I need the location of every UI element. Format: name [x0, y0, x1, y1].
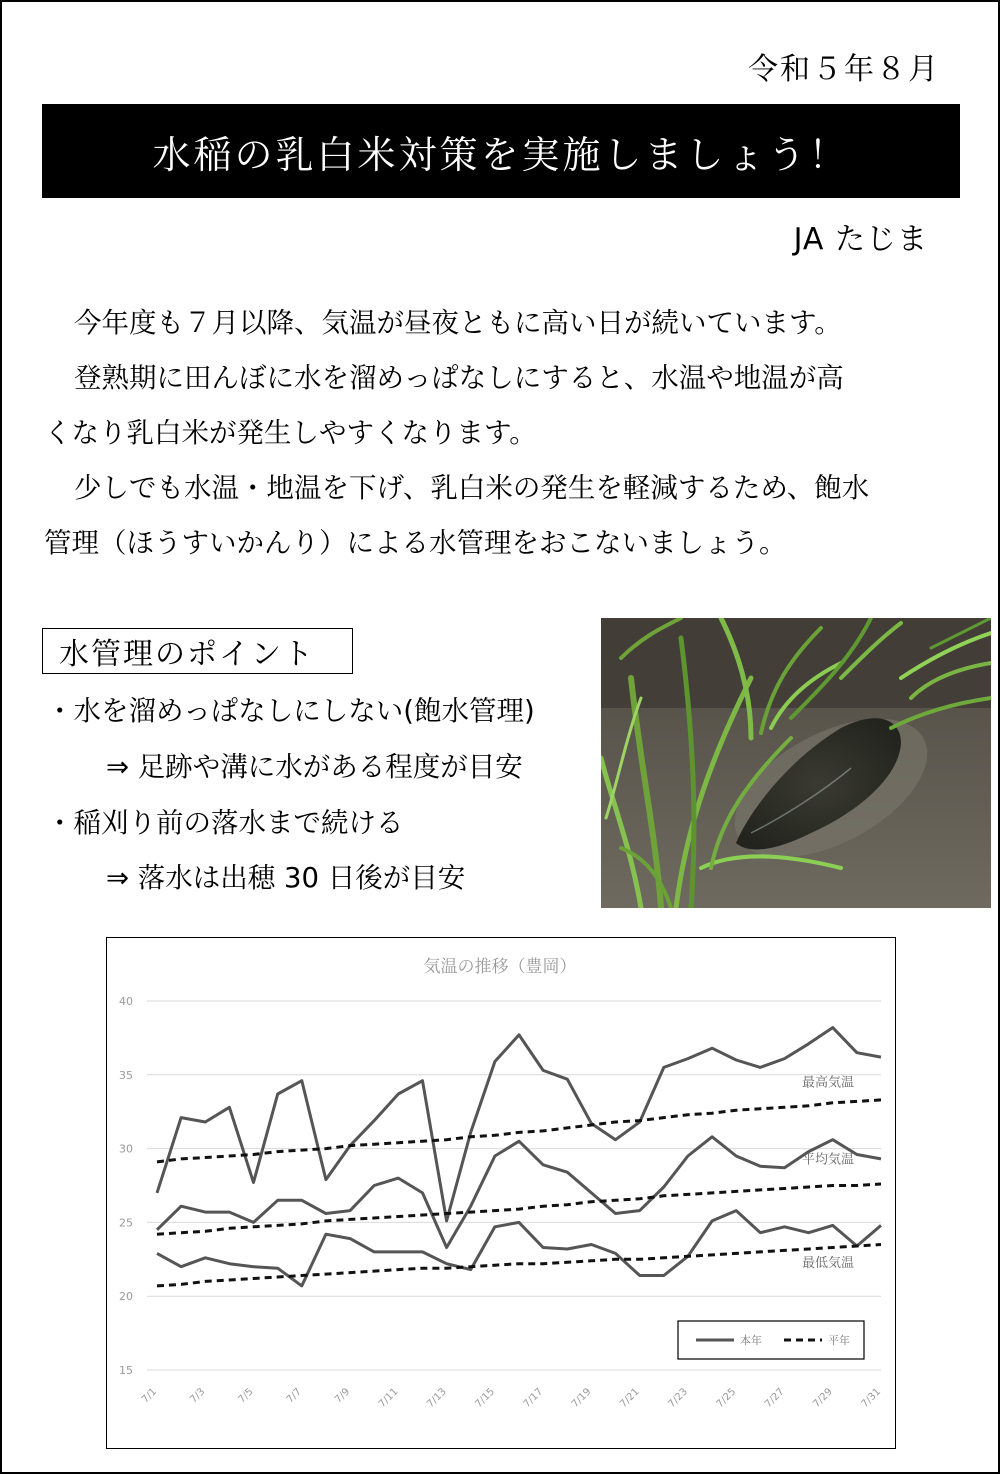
x-tick-label: 7/9: [333, 1386, 353, 1406]
x-tick-label: 7/11: [376, 1386, 401, 1411]
x-tick-label: 7/19: [569, 1386, 594, 1411]
x-tick-label: 7/25: [714, 1386, 739, 1411]
points-heading: 水管理のポイント: [59, 637, 315, 672]
x-tick-label: 7/15: [473, 1386, 497, 1411]
chart-title: 気温の推移（豊岡）: [423, 957, 577, 977]
x-tick-label: 7/1: [139, 1386, 160, 1406]
paddy-photo: [601, 618, 991, 908]
paragraph-1: 今年度も７月以降、気温が昼夜ともに高い日が続いています。: [74, 307, 842, 339]
series-line-最高気温-this-year: [157, 1028, 881, 1221]
series-line-最高気温-normal: [157, 1100, 881, 1162]
x-tick-label: 7/7: [284, 1386, 304, 1406]
issue-date: 令和５年８月: [748, 52, 940, 87]
x-tick-label: 7/31: [859, 1386, 884, 1411]
x-tick-label: 7/29: [811, 1386, 835, 1411]
x-tick-label: 7/23: [666, 1386, 691, 1411]
y-tick-label: 15: [119, 1364, 133, 1377]
point-item-1-guide: ⇒ 足跡や溝に水がある程度が目安: [106, 751, 523, 783]
x-tick-label: 7/17: [521, 1386, 546, 1411]
page-title: 水稲の乳白米対策を実施しましょう！: [152, 132, 850, 177]
intro-text: [44, 296, 944, 571]
paragraph-2-line-2: くなり乳白米が発生しやすくなります。: [44, 417, 537, 449]
series-annotation: 最低気温: [801, 1255, 855, 1271]
series-line-平均気温-normal: [157, 1184, 881, 1234]
x-tick-label: 7/13: [425, 1386, 449, 1411]
x-tick-label: 7/27: [762, 1386, 787, 1411]
legend-label-normal: 平年: [828, 1334, 850, 1347]
y-tick-label: 30: [119, 1142, 133, 1156]
y-tick-label: 35: [119, 1068, 133, 1082]
paragraph-2-line-1: 登熟期に田んぼに水を溜めっぱなしにすると、水温や地温が高: [74, 362, 844, 394]
temperature-chart: [106, 937, 896, 1449]
chart-svg: [107, 938, 894, 1447]
point-item-1: ・水を溜めっぱなしにしない(飽水管理): [46, 695, 535, 727]
point-item-2: ・稲刈り前の落水まで続ける: [46, 807, 404, 839]
points-heading-box: [42, 628, 353, 674]
series-annotation: 平均気温: [801, 1152, 855, 1168]
x-tick-label: 7/3: [188, 1386, 208, 1406]
legend-label-this-year: 本年: [740, 1334, 762, 1347]
series-line-最低気温-this-year: [157, 1211, 881, 1286]
y-tick-label: 25: [119, 1216, 133, 1230]
paragraph-3-line-2: 管理（ほうすいかんり）による水管理をおこないましょう。: [44, 527, 787, 559]
series-line-最低気温-normal: [157, 1245, 881, 1286]
y-tick-label: 40: [119, 995, 133, 1008]
series-annotation: 最高気温: [801, 1075, 855, 1091]
x-tick-label: 7/5: [236, 1386, 256, 1406]
title-banner: [42, 104, 960, 198]
point-item-2-guide: ⇒ 落水は出穂 30 日後が目安: [106, 862, 466, 894]
paragraph-3-line-1: 少しでも水温・地温を下げ、乳白米の発生を軽減するため、飽水: [74, 472, 870, 504]
organization-name: JA たじま: [793, 222, 928, 257]
x-tick-label: 7/21: [618, 1386, 642, 1411]
y-tick-label: 20: [119, 1290, 133, 1304]
